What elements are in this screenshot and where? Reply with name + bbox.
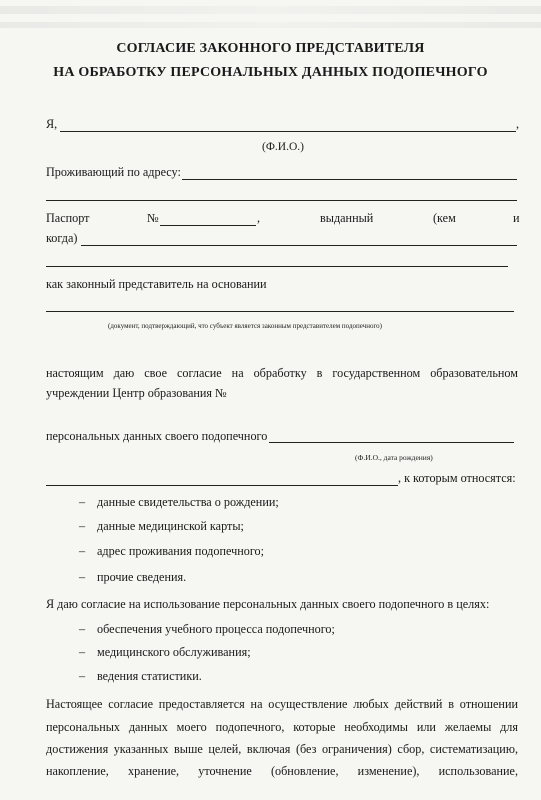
passport-label: Паспорт xyxy=(46,211,90,225)
consent-text-line-2: учреждении Центр образования № xyxy=(46,386,227,400)
data-item-dash: – xyxy=(79,570,86,584)
data-item: данные медицинской карты; xyxy=(97,519,244,533)
address-label: Проживающий по адресу: xyxy=(46,165,181,179)
purpose-item-dash: – xyxy=(79,669,86,683)
consent-text-line-1: настоящим даю свое согласие на обработку в государственном образовательном xyxy=(46,366,518,380)
final-paragraph-line-4: накопление, хранение, уточнение (обновление, изменение), использование, xyxy=(46,764,518,778)
issued-label: выданный xyxy=(320,211,374,225)
and-label: и xyxy=(513,211,520,225)
fio-caption: (Ф.И.О.) xyxy=(262,141,304,153)
final-paragraph-line-1: Настоящее согласие предоставляется на осуществление любых действий в отношении xyxy=(46,697,518,711)
relates-label: , к которым относятся: xyxy=(398,471,516,485)
data-item: прочие сведения. xyxy=(97,570,187,584)
issued-by-field-line-2[interactable] xyxy=(46,266,508,267)
purpose-item-dash: – xyxy=(79,645,86,659)
fio-field[interactable] xyxy=(60,131,516,132)
passport-number-field[interactable] xyxy=(160,225,256,226)
fio-comma: , xyxy=(516,117,520,131)
purpose-item: обеспечения учебного процесса подопечного; xyxy=(97,622,335,636)
ward-field-line-2[interactable] xyxy=(46,485,398,486)
show-through-text-1 xyxy=(0,6,541,14)
final-paragraph-line-2: персональных данных моего подопечного, которые необходимы или желаемы для xyxy=(46,720,518,734)
basis-label: как законный представитель на основании xyxy=(46,277,267,291)
ya-label: Я, xyxy=(46,117,58,131)
when-label: когда) xyxy=(46,231,78,245)
personal-data-label: персональных данных своего подопечного xyxy=(46,429,268,443)
passport-number-sign: № xyxy=(147,211,159,225)
ward-fio-birth-field[interactable] xyxy=(269,442,514,443)
address-field-line-1[interactable] xyxy=(182,179,517,180)
data-item: адрес проживания подопечного; xyxy=(97,544,265,558)
data-item-dash: – xyxy=(79,544,86,558)
form-title-line-1: СОГЛАСИЕ ЗАКОННОГО ПРЕДСТАВИТЕЛЯ xyxy=(116,41,425,56)
passport-comma: , xyxy=(257,211,261,225)
basis-caption: (документ, подтверждающий, что субъект является законным представителем подопечного) xyxy=(108,322,382,330)
address-field-line-2[interactable] xyxy=(46,200,517,201)
purpose-item: ведения статистики. xyxy=(97,669,202,683)
final-paragraph-line-3: достижения указанных выше целей, включая (без ограничения) сбор, систематизацию, xyxy=(46,742,518,756)
fio-birth-caption: (Ф.И.О., дата рождения) xyxy=(355,453,433,462)
data-item: данные свидетельства о рождении; xyxy=(97,495,279,509)
data-item-dash: – xyxy=(79,519,86,533)
purpose-intro: Я даю согласие на использование персональных данных своего подопечного в целях: xyxy=(46,597,490,611)
purpose-item: медицинского обслуживания; xyxy=(97,645,251,659)
purpose-item-dash: – xyxy=(79,622,86,636)
form-title-line-2: НА ОБРАБОТКУ ПЕРСОНАЛЬНЫХ ДАННЫХ ПОДОПЕЧНОГО xyxy=(53,65,488,80)
issued-by-label: (кем xyxy=(433,211,456,225)
show-through-text-2 xyxy=(0,22,541,28)
data-item-dash: – xyxy=(79,495,86,509)
issued-by-field[interactable] xyxy=(81,245,517,246)
basis-field[interactable] xyxy=(46,311,514,312)
